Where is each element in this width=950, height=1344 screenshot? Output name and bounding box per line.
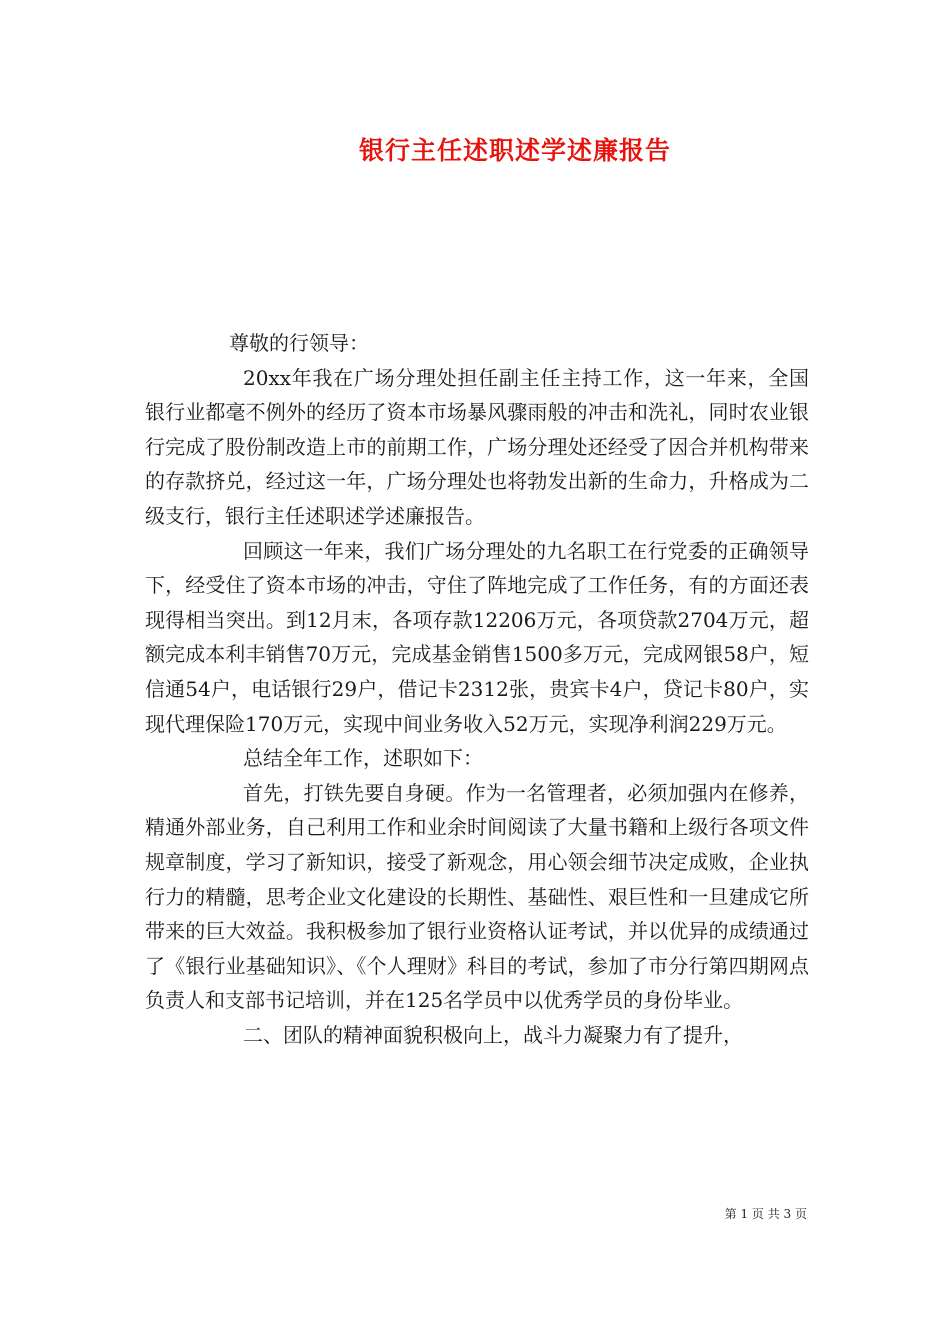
page-number-footer: 第 1 页 共 3 页	[724, 1207, 807, 1221]
paragraph-team-spirit: 二、团队的精神面貌积极向上，战斗力凝聚力有了提升，	[243, 1022, 743, 1047]
paragraph-self-discipline: 首先，打铁先要自身硬。作为一名管理者，必须加强内在修养，精通外部业务，自己利用工作和业余时间阅读了大量书籍和上级行各项文件规章制度，学习了新知识，接受了新观念，用心领会细节决定成败，企业执行力的精髓，思考企业文化建设的长期性、基础性、艰巨性和一旦建成它所带来的巨大效益。我积极参加了银行业资格认证考试，并以优异的成绩通过了《银行业基础知识》、《个人理财》科目的考试，参加了市分行第四期网点负责人和支部书记培训，并在125名学员中以优秀学员的身份毕业。	[145, 780, 809, 1013]
paragraph-summary-lead: 总结全年工作，述职如下：	[243, 746, 483, 771]
salutation: 尊敬的行领导：	[229, 331, 369, 355]
paragraph-review: 回顾这一年来，我们广场分理处的九名职工在行党委的正确领导下，经受住了资本市场的冲击，守住了阵地完成了工作任务，有的方面还表现得相当突出。到12月末，各项存款12206万元，各项贷款2704万元，超额完成本利丰销售70万元，完成基金销售1500多万元，完成网银58户，短信通54户，电话银行29户，借记卡2312张，贵宾卡4户，贷记卡80户，实现代理保险170万元，实现中间业务收入52万元，实现净利润229万元。	[145, 538, 809, 736]
paragraph-intro: 20xx年我在广场分理处担任副主任主持工作，这一年来，全国银行业都毫不例外的经历了资本市场暴风骤雨般的冲击和洗礼，同时农业银行完成了股份制改造上市的前期工作，广场分理处还经受了因合并机构带来的存款挤兑，经过这一年，广场分理处也将勃发出新的生命力，升格成为二级支行，银行主任述职述学述廉报告。	[145, 365, 809, 528]
document-body	[145, 326, 809, 1052]
document-title: 银行主任述职述学述廉报告	[358, 136, 671, 165]
